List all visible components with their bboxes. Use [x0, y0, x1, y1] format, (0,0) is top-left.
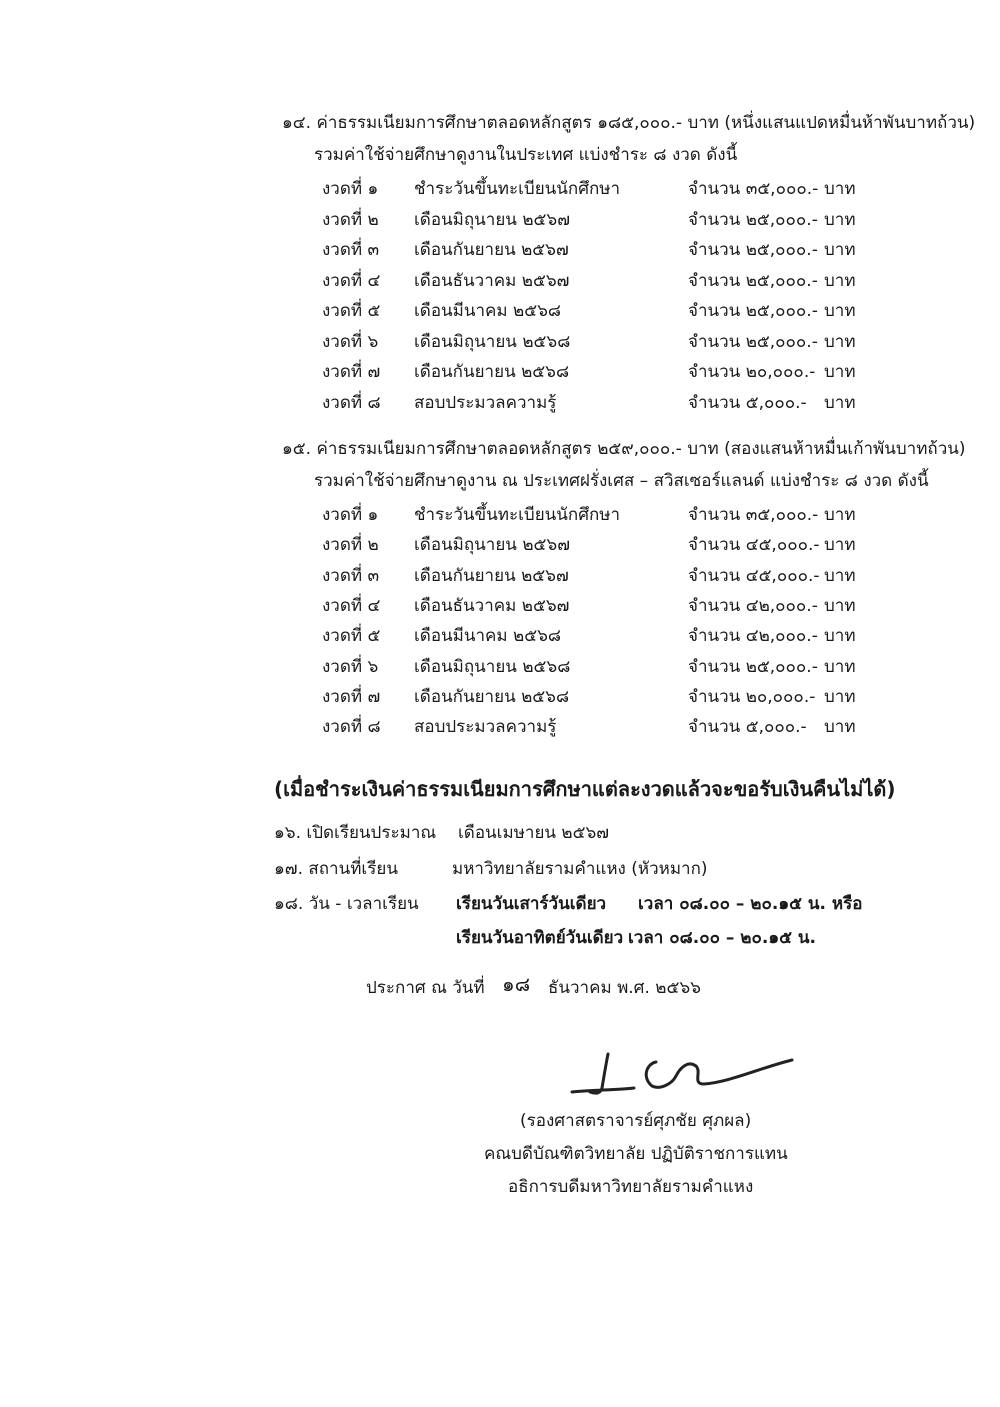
installment-unit: บาท	[824, 270, 856, 291]
installment-number: งวดที่ ๗	[322, 362, 381, 382]
signatory-name: (รองศาสตราจารย์ศุภชัย ศุภผล)	[520, 1111, 752, 1131]
installment-description: ชำระวันขึ้นทะเบียนนักศึกษา	[414, 505, 621, 525]
section15-heading: ๑๕. ค่าธรรมเนียมการศึกษาตลอดหลักสูตร ๒๕๙,๐๐๐.- บาท (สองแสนห้าหมื่นเก้าพันบาทถ้วน)	[282, 439, 966, 459]
installment-unit: บาท	[824, 301, 856, 321]
installment-unit: บาท	[824, 392, 856, 413]
installment-description: เดือนกันยายน ๒๕๖๗	[414, 565, 569, 586]
installment-amount: จำนวน ๕,๐๐๐.-	[688, 392, 807, 413]
item18-sunday-time: เวลา ๐๘.๐๐ – ๒๐.๑๕ น.	[628, 928, 816, 948]
installment-amount: จำนวน ๔๒,๐๐๐.-	[688, 626, 818, 647]
installment-number: งวดที่ ๕	[322, 301, 381, 321]
installment-number: งวดที่ ๑	[322, 179, 379, 199]
installment-unit: บาท	[824, 240, 856, 260]
installment-amount: จำนวน ๔๕,๐๐๐.-	[688, 565, 820, 586]
installment-amount: จำนวน ๒๐,๐๐๐.-	[688, 362, 816, 382]
installment-amount: จำนวน ๓๕,๐๐๐.-	[688, 179, 819, 199]
section15-subheading: รวมค่าใช้จ่ายศึกษาดูงาน ณ ประเทศฝรั่งเศส – สวิสเซอร์แลนด์ แบ่งชำระ ๘ งวด ดังนี้	[314, 471, 929, 491]
item18-label: ๑๘. วัน - เวลาเรียน	[274, 894, 419, 914]
installment-unit: บาท	[824, 331, 856, 352]
installment-unit: บาท	[824, 362, 856, 382]
installment-description: เดือนธันวาคม ๒๕๖๗	[414, 270, 570, 291]
installment-description: เดือนมีนาคม ๒๕๖๘	[414, 301, 562, 321]
installment-number: งวดที่ ๕	[322, 626, 381, 647]
installment-description: เดือนมิถุนายน ๒๕๖๘	[414, 656, 571, 677]
signatory-title1: คณบดีบัณฑิตวิทยาลัย ปฏิบัติราชการแทน	[484, 1144, 788, 1164]
installment-amount: จำนวน ๒๕,๐๐๐.-	[688, 656, 818, 677]
installment-number: งวดที่ ๖	[322, 656, 379, 677]
installment-unit: บาท	[824, 565, 856, 586]
installment-unit: บาท	[824, 626, 856, 647]
installment-number: งวดที่ ๓	[322, 565, 380, 586]
item17-value: มหาวิทยาลัยรามคำแหง (หัวหมาก)	[452, 859, 708, 879]
item18-saturday: เรียนวันเสาร์วันเดียว	[456, 894, 607, 914]
installment-number: งวดที่ ๓	[322, 240, 380, 260]
installment-amount: จำนวน ๒๕,๐๐๐.-	[688, 301, 818, 321]
installment-description: ชำระวันขึ้นทะเบียนนักศึกษา	[414, 179, 621, 199]
installment-number: งวดที่ ๔	[322, 595, 381, 616]
announce-day: ๑๘	[502, 972, 531, 996]
installment-unit: บาท	[824, 686, 856, 707]
installment-number: งวดที่ ๘	[322, 717, 381, 738]
installment-description: เดือนธันวาคม ๒๕๖๗	[414, 595, 570, 616]
installment-amount: จำนวน ๕,๐๐๐.-	[688, 717, 807, 738]
installment-description: เดือนกันยายน ๒๕๖๘	[414, 362, 570, 382]
item17-label: ๑๗. สถานที่เรียน	[274, 859, 398, 879]
installment-amount: จำนวน ๒๐,๐๐๐.-	[688, 686, 816, 707]
installment-amount: จำนวน ๒๕,๐๐๐.-	[688, 240, 818, 260]
installment-number: งวดที่ ๘	[322, 392, 381, 413]
installment-description: สอบประมวลความรู้	[414, 392, 557, 413]
installment-amount: จำนวน ๔๕,๐๐๐.-	[688, 535, 820, 556]
installment-amount: จำนวน ๔๒,๐๐๐.-	[688, 595, 818, 616]
installment-unit: บาท	[824, 535, 856, 556]
installment-description: เดือนมิถุนายน ๒๕๖๘	[414, 331, 571, 352]
installment-amount: จำนวน ๒๕,๐๐๐.-	[688, 209, 818, 230]
installment-description: เดือนกันยายน ๒๕๖๗	[414, 240, 569, 260]
announce-rest: ธันวาคม พ.ศ. ๒๕๖๖	[548, 978, 701, 998]
section14-subheading: รวมค่าใช้จ่ายศึกษาดูงานในประเทศ แบ่งชำระ ๘ งวด ดังนี้	[314, 145, 738, 165]
signature-image	[560, 1050, 800, 1100]
signatory-title2: อธิการบดีมหาวิทยาลัยรามคำแหง	[508, 1177, 754, 1197]
installment-description: สอบประมวลความรู้	[414, 717, 557, 738]
installment-description: เดือนมิถุนายน ๒๕๖๗	[414, 535, 570, 556]
installment-amount: จำนวน ๒๕,๐๐๐.-	[688, 270, 818, 291]
installment-amount: จำนวน ๓๕,๐๐๐.-	[688, 505, 819, 525]
installment-unit: บาท	[824, 717, 856, 738]
section14-heading: ๑๔. ค่าธรรมเนียมการศึกษาตลอดหลักสูตร ๑๘๕,๐๐๐.- บาท (หนึ่งแสนแปดหมื่นห้าพันบาทถ้วน)	[282, 113, 976, 133]
installment-number: งวดที่ ๔	[322, 270, 381, 291]
installment-unit: บาท	[824, 209, 856, 230]
installment-description: เดือนกันยายน ๒๕๖๘	[414, 686, 570, 707]
installment-number: งวดที่ ๗	[322, 686, 381, 707]
item18-saturday-time: เวลา ๐๘.๐๐ – ๒๐.๑๕ น. หรือ	[638, 894, 863, 914]
installment-number: งวดที่ ๒	[322, 209, 379, 230]
installment-unit: บาท	[824, 179, 856, 199]
announce-prefix: ประกาศ ณ วันที่	[366, 978, 485, 998]
installment-description: เดือนมิถุนายน ๒๕๖๗	[414, 209, 570, 230]
installment-description: เดือนมีนาคม ๒๕๖๘	[414, 626, 562, 647]
installment-amount: จำนวน ๒๕,๐๐๐.-	[688, 331, 818, 352]
installment-unit: บาท	[824, 505, 856, 525]
installment-number: งวดที่ ๑	[322, 505, 379, 525]
item16-label: ๑๖. เปิดเรียนประมาณ	[274, 823, 437, 843]
refund-notice: (เมื่อชำระเงินค่าธรรมเนียมการศึกษาแต่ละงวดแล้วจะขอรับเงินคืนไม่ได้)	[274, 777, 896, 801]
installment-unit: บาท	[824, 656, 856, 677]
installment-number: งวดที่ ๒	[322, 535, 379, 556]
installment-number: งวดที่ ๖	[322, 331, 379, 352]
item18-sunday: เรียนวันอาทิตย์วันเดียว	[456, 928, 624, 948]
installment-unit: บาท	[824, 595, 856, 616]
item16-value: เดือนเมษายน ๒๕๖๗	[458, 823, 610, 843]
